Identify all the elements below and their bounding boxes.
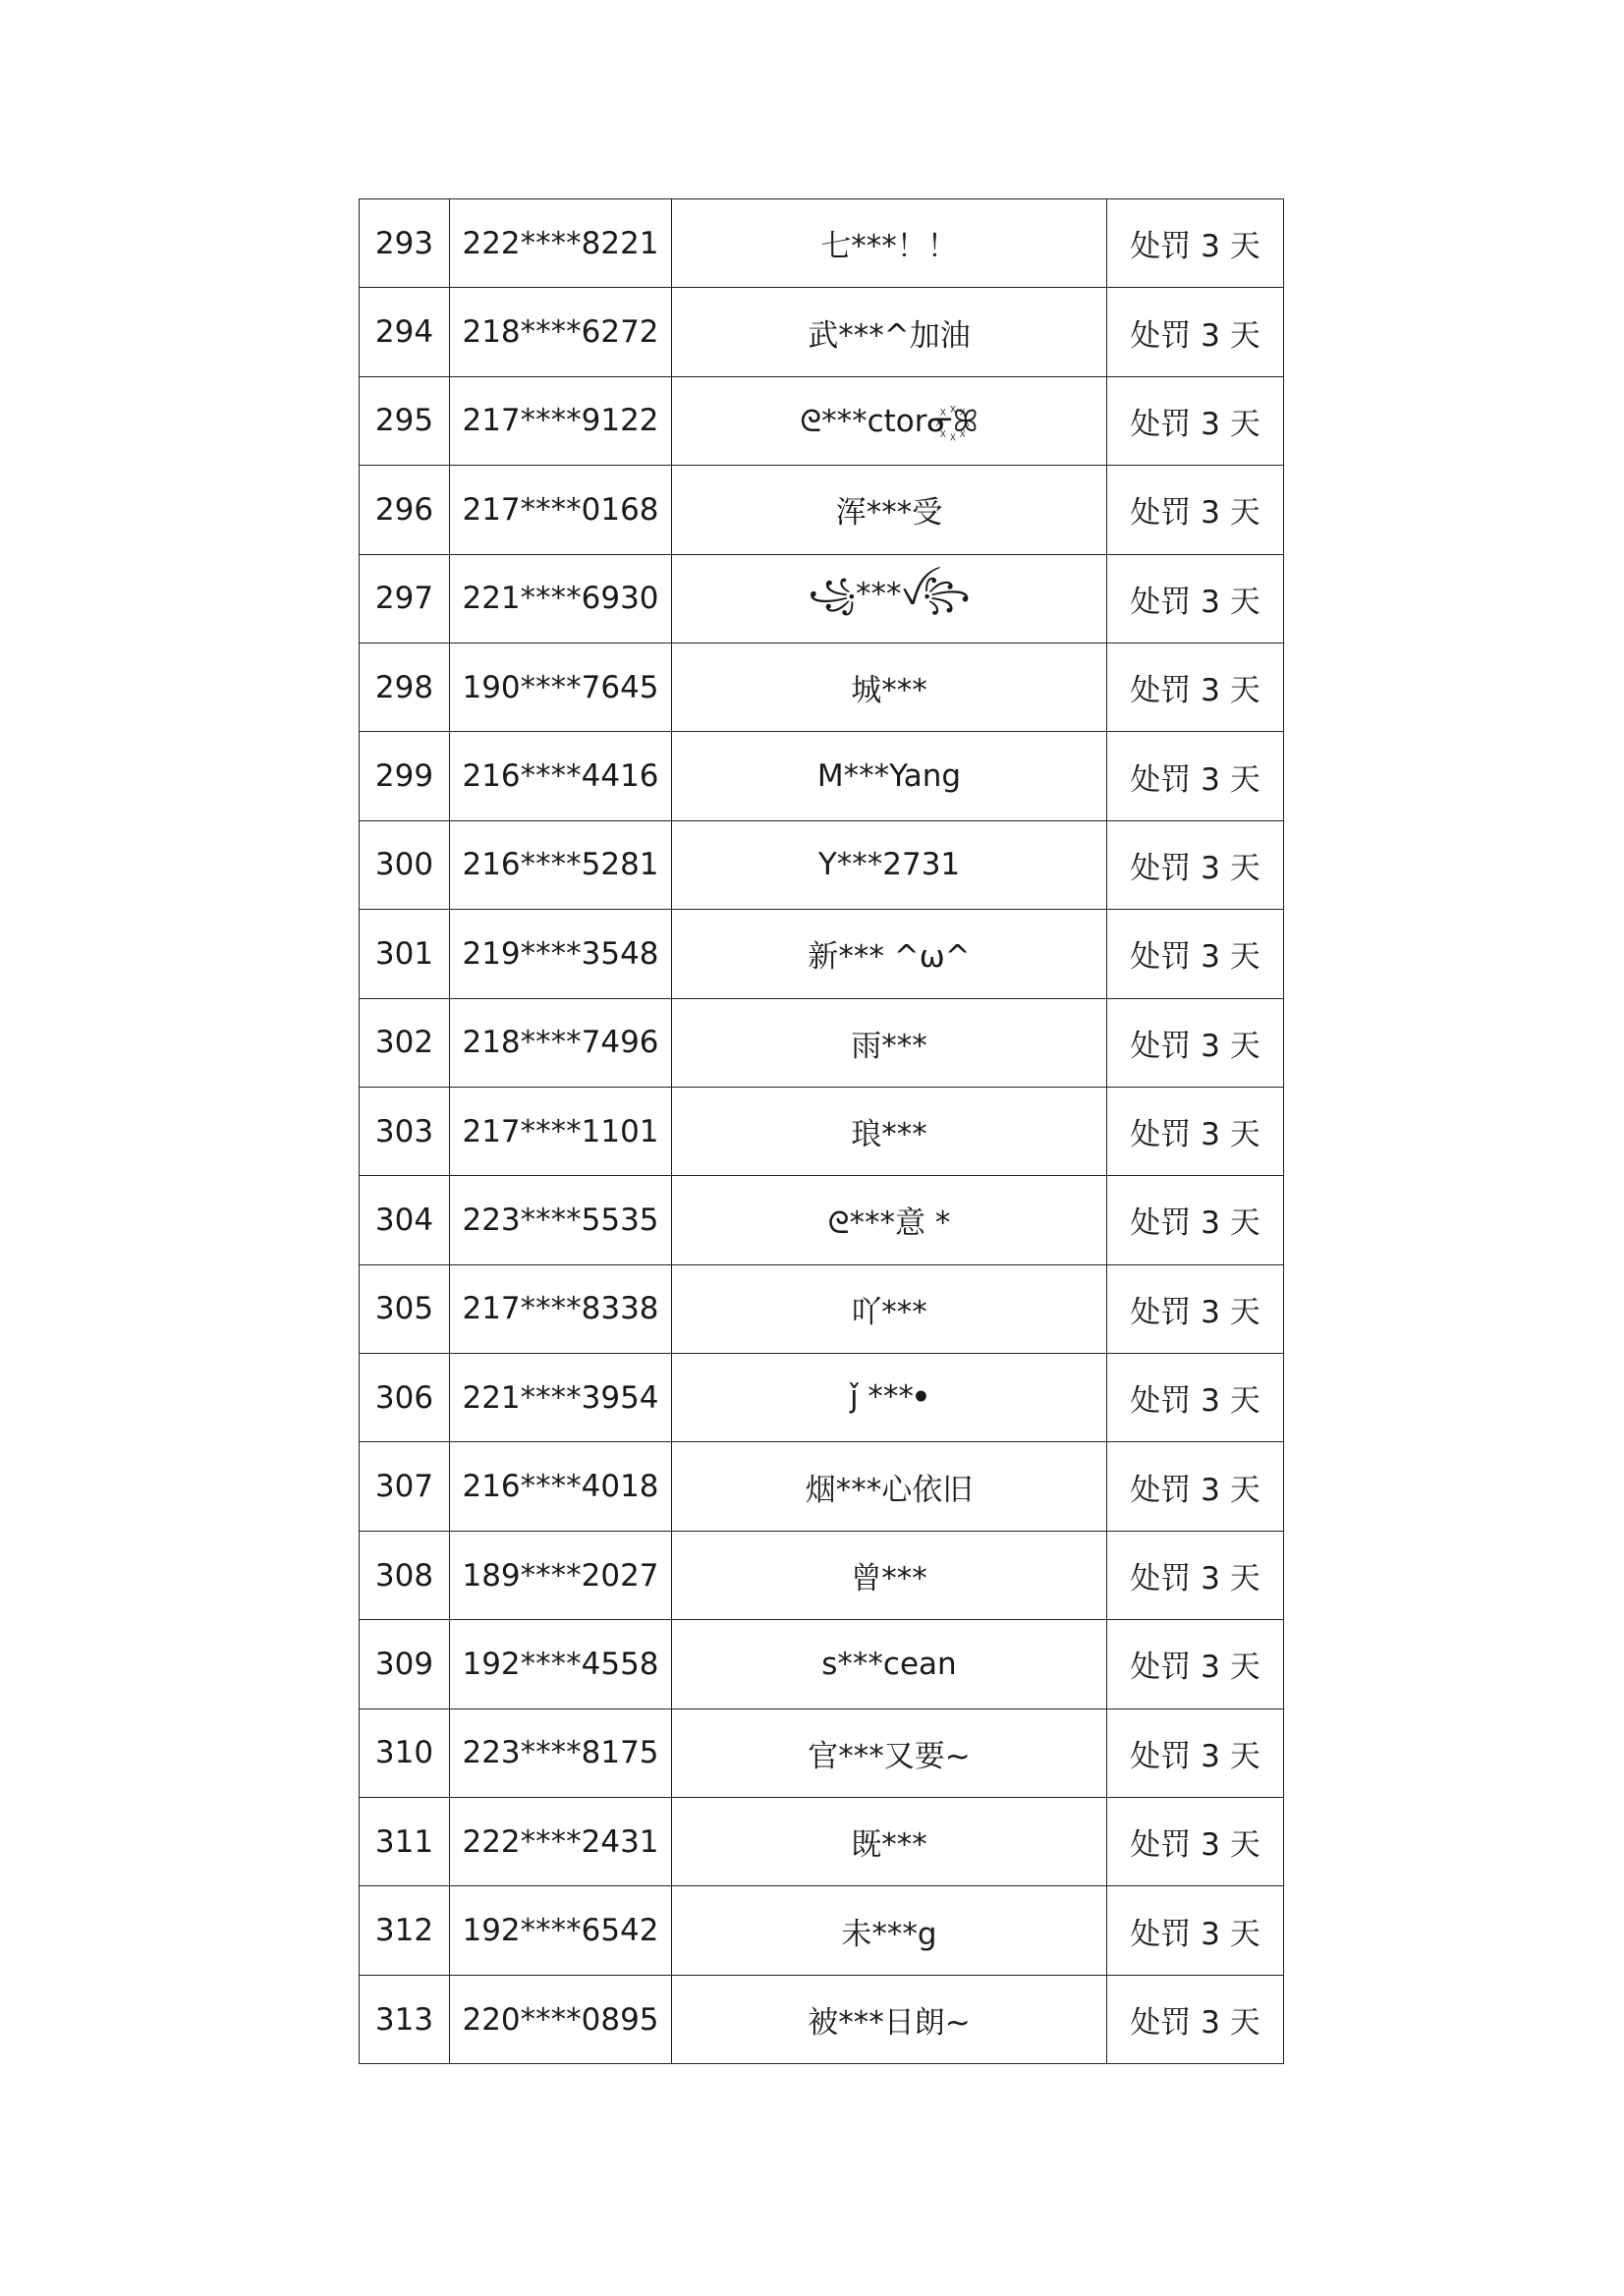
table-row <box>360 288 1284 376</box>
penalty-cell: 处罚 3 天 <box>1107 820 1284 909</box>
penalty-cell: 处罚 3 天 <box>1107 1176 1284 1264</box>
row-index-cell: 307 <box>360 1442 450 1531</box>
account-id-cell: 217****9122 <box>450 376 672 465</box>
nickname-cell: ǰ ***ꔷ <box>672 1354 1107 1442</box>
nickname-cell: ᘓ***意 * <box>672 1176 1107 1264</box>
table-row <box>360 820 1284 909</box>
penalty-cell: 处罚 3 天 <box>1107 1975 1284 2063</box>
table-row <box>360 466 1284 554</box>
nickname-cell: 城*** <box>672 643 1107 731</box>
table-row <box>360 643 1284 731</box>
nickname-cell: 吖*** <box>672 1264 1107 1353</box>
penalty-cell: 处罚 3 天 <box>1107 466 1284 554</box>
row-index-cell: 293 <box>360 199 450 288</box>
penalty-cell: 处罚 3 天 <box>1107 1798 1284 1886</box>
account-id-cell: 222****2431 <box>450 1798 672 1886</box>
table-row <box>360 1531 1284 1619</box>
table-row <box>360 1975 1284 2063</box>
penalty-table-body <box>360 199 1284 2064</box>
account-id-cell: 216****4416 <box>450 732 672 820</box>
account-id-cell: 190****7645 <box>450 643 672 731</box>
row-index-cell: 303 <box>360 1087 450 1175</box>
penalty-cell: 处罚 3 天 <box>1107 998 1284 1087</box>
account-id-cell: 217****1101 <box>450 1087 672 1175</box>
nickname-cell: 官***又要~ <box>672 1708 1107 1797</box>
nickname-cell: 浑***受 <box>672 466 1107 554</box>
account-id-cell: 220****0895 <box>450 1975 672 2063</box>
nickname-cell: s***cean <box>672 1620 1107 1708</box>
penalty-cell: 处罚 3 天 <box>1107 1087 1284 1175</box>
nickname-cell: 武***^加油 <box>672 288 1107 376</box>
penalty-cell: 处罚 3 天 <box>1107 1886 1284 1975</box>
penalty-cell: 处罚 3 天 <box>1107 1442 1284 1531</box>
account-id-cell: 223****8175 <box>450 1708 672 1797</box>
nickname-cell: ᘓ***ctorᓂ꙰ꕤ <box>672 376 1107 465</box>
penalty-cell: 处罚 3 天 <box>1107 732 1284 820</box>
table-row <box>360 376 1284 465</box>
table-row <box>360 998 1284 1087</box>
account-id-cell: 192****4558 <box>450 1620 672 1708</box>
account-id-cell: 218****7496 <box>450 998 672 1087</box>
row-index-cell: 302 <box>360 998 450 1087</box>
table-row <box>360 1886 1284 1975</box>
account-id-cell: 219****3548 <box>450 910 672 998</box>
nickname-cell: 琅*** <box>672 1087 1107 1175</box>
account-id-cell: 218****6272 <box>450 288 672 376</box>
account-id-cell: 217****8338 <box>450 1264 672 1353</box>
penalty-cell: 处罚 3 天 <box>1107 910 1284 998</box>
nickname-cell: ꧁***ꪜ꧂ <box>672 554 1107 643</box>
table-row <box>360 1264 1284 1353</box>
row-index-cell: 301 <box>360 910 450 998</box>
row-index-cell: 300 <box>360 820 450 909</box>
account-id-cell: 192****6542 <box>450 1886 672 1975</box>
account-id-cell: 189****2027 <box>450 1531 672 1619</box>
penalty-cell: 处罚 3 天 <box>1107 199 1284 288</box>
nickname-cell: 七***！！ <box>672 199 1107 288</box>
table-row <box>360 199 1284 288</box>
nickname-cell: 曾*** <box>672 1531 1107 1619</box>
table-row <box>360 1176 1284 1264</box>
row-index-cell: 298 <box>360 643 450 731</box>
nickname-cell: 新*** ^ω^ <box>672 910 1107 998</box>
row-index-cell: 295 <box>360 376 450 465</box>
account-id-cell: 216****5281 <box>450 820 672 909</box>
row-index-cell: 304 <box>360 1176 450 1264</box>
penalty-cell: 处罚 3 天 <box>1107 1264 1284 1353</box>
nickname-cell: 烟***心依旧 <box>672 1442 1107 1531</box>
penalty-table <box>359 198 1284 2064</box>
account-id-cell: 222****8221 <box>450 199 672 288</box>
row-index-cell: 309 <box>360 1620 450 1708</box>
account-id-cell: 217****0168 <box>450 466 672 554</box>
table-row <box>360 1087 1284 1175</box>
penalty-cell: 处罚 3 天 <box>1107 1531 1284 1619</box>
penalty-cell: 处罚 3 天 <box>1107 1354 1284 1442</box>
table-row <box>360 1798 1284 1886</box>
row-index-cell: 296 <box>360 466 450 554</box>
account-id-cell: 223****5535 <box>450 1176 672 1264</box>
account-id-cell: 221****3954 <box>450 1354 672 1442</box>
table-row <box>360 554 1284 643</box>
table-row <box>360 1442 1284 1531</box>
account-id-cell: 221****6930 <box>450 554 672 643</box>
row-index-cell: 294 <box>360 288 450 376</box>
penalty-cell: 处罚 3 天 <box>1107 643 1284 731</box>
penalty-cell: 处罚 3 天 <box>1107 288 1284 376</box>
row-index-cell: 299 <box>360 732 450 820</box>
account-id-cell: 216****4018 <box>450 1442 672 1531</box>
nickname-cell: M***Yang <box>672 732 1107 820</box>
penalty-cell: 处罚 3 天 <box>1107 554 1284 643</box>
nickname-cell: 雨*** <box>672 998 1107 1087</box>
penalty-cell: 处罚 3 天 <box>1107 1620 1284 1708</box>
row-index-cell: 312 <box>360 1886 450 1975</box>
nickname-cell: Y***2731 <box>672 820 1107 909</box>
row-index-cell: 306 <box>360 1354 450 1442</box>
row-index-cell: 305 <box>360 1264 450 1353</box>
row-index-cell: 313 <box>360 1975 450 2063</box>
nickname-cell: 既*** <box>672 1798 1107 1886</box>
nickname-cell: 被***日朗~ <box>672 1975 1107 2063</box>
row-index-cell: 311 <box>360 1798 450 1886</box>
table-row <box>360 732 1284 820</box>
nickname-cell: 未***g <box>672 1886 1107 1975</box>
table-row <box>360 1708 1284 1797</box>
row-index-cell: 308 <box>360 1531 450 1619</box>
penalty-cell: 处罚 3 天 <box>1107 1708 1284 1797</box>
row-index-cell: 310 <box>360 1708 450 1797</box>
table-row <box>360 1354 1284 1442</box>
row-index-cell: 297 <box>360 554 450 643</box>
penalty-cell: 处罚 3 天 <box>1107 376 1284 465</box>
table-row <box>360 1620 1284 1708</box>
table-row <box>360 910 1284 998</box>
